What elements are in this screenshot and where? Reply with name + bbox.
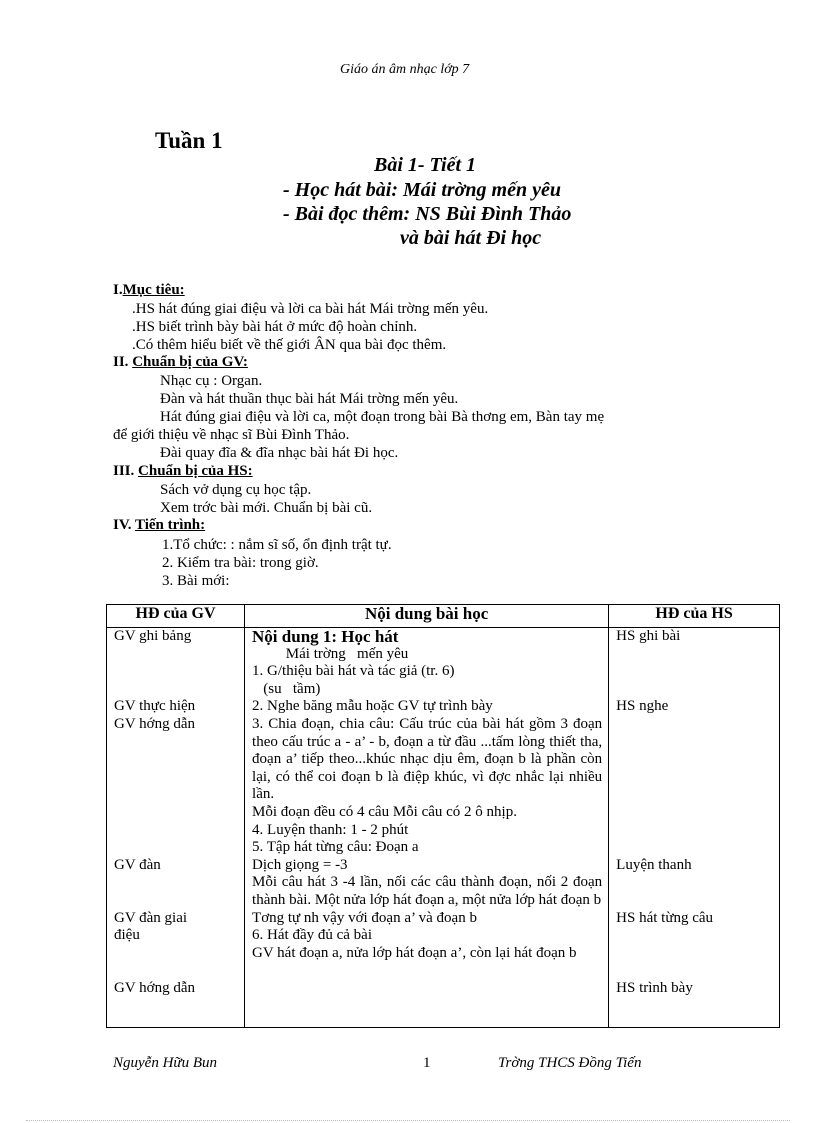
teacher-prep-line: Hát đúng giai điệu và lời ca, một đoạn trong bài Bà thơng em, Bàn tay mẹ — [160, 409, 605, 425]
col-header-teacher: HĐ của GV — [107, 605, 245, 628]
page-divider — [26, 1120, 790, 1121]
procedure-line: 1.Tổ chức: : nắm sĩ số, ổn định trật tự. — [162, 537, 392, 553]
teacher-activity: GV đàn — [114, 856, 161, 873]
content-line: 1. G/thiệu bài hát và tác giả (tr. 6) — [252, 663, 455, 680]
objective-line: .Có thêm hiểu biết về thế giới ÂN qua bài đọc thêm. — [132, 337, 447, 353]
col-header-content: Nội dung bài học — [245, 605, 609, 628]
procedure-line: 2. Kiểm tra bài: trong giờ. — [162, 555, 319, 571]
content-line: 3. Chia đoạn, chia câu: Cấu trúc của bài hát gồm 3 đoạn theo cấu trúc a - a’ - b, đoạn a từ đầu ...tấm lòng thiết tha, đoạn a’ tiếp theo...khúc nhạc dịu êm, đoạn b là phần còn lại, có thể coi đoạn b là điệp khúc, vì đợc nhắc lại nhiều lần. — [252, 715, 603, 803]
content-line: Tơng tự nh vậy với đoạn a’ và đoạn b — [252, 909, 477, 926]
teacher-activity: GV hớng dẫn — [114, 715, 195, 732]
content-line: Mỗi câu hát 3 -4 lần, nối các câu thành đoạn, nối 2 đoạn thành bài. Một nửa lớp hát đoạn a, một nửa lớp hát đoạn b — [252, 874, 603, 908]
student-prep-line: Xem trớc bài mới. Chuẩn bị bài cũ. — [160, 500, 373, 516]
content-line: 4. Luyện thanh: 1 - 2 phút — [252, 821, 409, 838]
lesson-title-2: - Học hát bài: Mái trờng mến yêu — [283, 179, 561, 201]
objective-line: .HS biết trình bày bài hát ở mức độ hoàn chỉnh. — [132, 319, 418, 335]
teacher-activity: GV đàn giai — [114, 909, 188, 926]
student-activity: HS hát từng câu — [616, 909, 714, 926]
footer-author: Nguyễn Hữu Bun — [113, 1055, 217, 1071]
teacher-prep-line: Đàn và hát thuần thục bài hát Mái trờng mến yêu. — [160, 391, 459, 407]
lesson-title-4: và bài hát Đi học — [400, 227, 542, 249]
student-activity: HS ghi bài — [616, 628, 681, 644]
col-header-student: HĐ của HS — [609, 605, 780, 628]
section-objectives-heading: I.Mục tiêu: — [113, 282, 185, 298]
content-line: Dịch giọng = -3 — [252, 856, 348, 873]
lesson-title-3: - Bài đọc thêm: NS Bùi Đình Thảo — [283, 203, 572, 225]
section-teacher-prep-heading: II. Chuẩn bị của GV: — [113, 354, 248, 370]
student-activity: HS nghe — [616, 698, 669, 715]
procedure-line: 3. Bài mới: — [162, 573, 230, 589]
content-heading: Nội dung 1: Học hát — [252, 627, 399, 646]
lesson-content-cell — [245, 628, 609, 1028]
teacher-prep-line: để giới thiệu về nhạc sĩ Bùi Đình Thảo. — [113, 427, 350, 443]
teacher-activity: GV thực hiện — [114, 698, 196, 715]
content-line: 2. Nghe băng mẫu hoặc GV tự trình bày — [252, 698, 493, 715]
teacher-activity: điệu — [114, 927, 140, 944]
content-line: Mỗi đoạn đều có 4 câu Mỗi câu có 2 ô nhịp. — [252, 803, 517, 820]
teacher-activity-cell — [107, 628, 245, 1028]
section-procedure-heading: IV. Tiến trình: — [113, 517, 206, 533]
teacher-prep-line: Nhạc cụ : Organ. — [160, 373, 263, 389]
objective-line: .HS hát đúng giai điệu và lời ca bài hát Mái trờng mến yêu. — [132, 301, 489, 317]
week-label: Tuần 1 — [155, 128, 223, 153]
song-title: Mái trờng mến yêu — [252, 645, 409, 662]
student-activity: Luyện thanh — [616, 856, 692, 873]
teacher-activity: GV ghi bảng — [114, 628, 192, 644]
content-line: 6. Hát đầy đủ cả bài — [252, 927, 372, 944]
lesson-title-1: Bài 1- Tiết 1 — [374, 154, 477, 176]
content-line: GV hát đoạn a, nửa lớp hát đoạn a’, còn lại hát đoạn b — [252, 944, 577, 961]
content-line: (su tầm) — [252, 680, 321, 697]
teacher-prep-line: Đài quay đĩa & đĩa nhạc bài hát Đi học. — [160, 445, 399, 461]
content-line: 5. Tập hát từng câu: Đoạn a — [252, 839, 419, 856]
footer-school: Trờng THCS Đồng Tiến — [498, 1055, 642, 1071]
student-prep-line: Sách vở dụng cụ học tập. — [160, 482, 312, 498]
lesson-table — [106, 604, 780, 1028]
page-header: Giáo án âm nhạc lớp 7 — [340, 62, 470, 77]
section-student-prep-heading: III. Chuẩn bị của HS: — [113, 463, 253, 479]
student-activity: HS trình bày — [616, 979, 693, 996]
teacher-activity: GV hớng dẫn — [114, 979, 195, 996]
footer-page-number: 1 — [423, 1055, 431, 1071]
student-activity-cell — [609, 628, 780, 1028]
